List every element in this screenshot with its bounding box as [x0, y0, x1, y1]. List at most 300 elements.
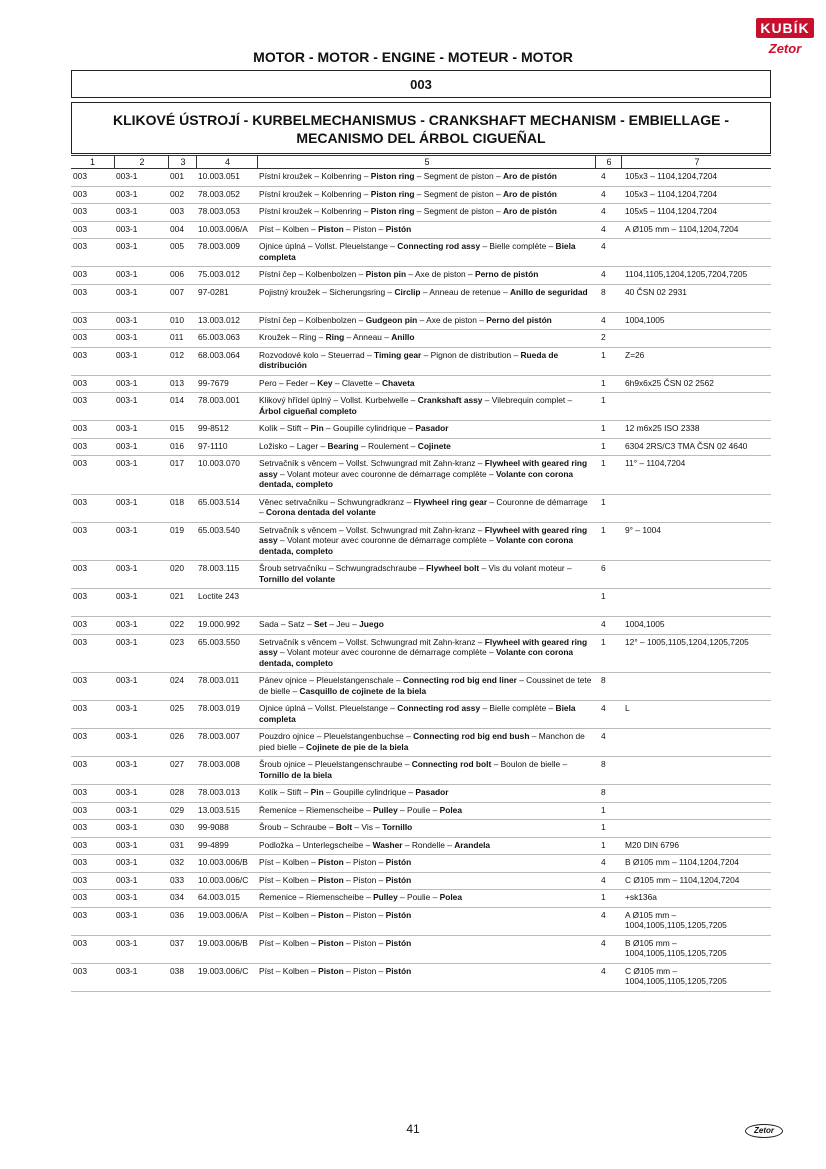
- description-bold-part: Pistón: [385, 223, 412, 234]
- description-part: Píst – Kolben –: [259, 223, 319, 234]
- table-row: [71, 376, 771, 394]
- cell-position: 026: [170, 731, 184, 741]
- cell-quantity: 4: [601, 314, 606, 325]
- description-bold-part: Pasador: [415, 787, 449, 797]
- cell-part-number: 65.003.514: [198, 496, 240, 507]
- cell-position: 036: [170, 909, 184, 920]
- description-bold-part: Pistón: [385, 965, 412, 976]
- table-row: [71, 964, 771, 992]
- cell-part-number: 78.003.115: [198, 563, 240, 573]
- table-row: [71, 785, 771, 803]
- cell-part-number: 78.003.052: [198, 188, 240, 199]
- description-part: Píst – Kolben –: [259, 857, 319, 867]
- description-bold-part: Casquillo de cojinete de la biela: [299, 685, 427, 696]
- col-header-1: 1: [89, 157, 95, 167]
- description-bold-part: Perno del pistón: [486, 314, 552, 325]
- cell-position: 002: [170, 188, 184, 199]
- cell-position: 034: [170, 892, 184, 902]
- cell-part-number: 97-1110: [198, 440, 228, 451]
- cell-quantity: 1: [601, 349, 606, 360]
- table-row: [71, 561, 771, 589]
- description-bold-part: Pistón: [385, 874, 412, 885]
- cell-subgroup: 003-1: [116, 349, 138, 360]
- cell-note: B Ø105 mm – 1004,1005,1105,1205,7205: [625, 937, 727, 958]
- cell-description: [259, 497, 594, 518]
- cell-position: 003: [170, 206, 184, 216]
- description-part: Píst – Kolben –: [259, 965, 319, 976]
- cell-subgroup: 003-1: [116, 171, 138, 181]
- cell-group: 003: [73, 675, 87, 685]
- description-part: Setrvačník s věncem – Vollst. Schwungrad mit Zahn-kranz –: [259, 636, 485, 647]
- description-part: – Poulie –: [397, 892, 440, 902]
- cell-note: 1104,1105,1204,1205,7204,7205: [625, 269, 748, 279]
- cell-part-number: 65.003.550: [198, 636, 240, 647]
- cell-part-number: 10.003.006/A: [198, 223, 248, 234]
- cell-position: 038: [170, 965, 184, 976]
- cell-description: [259, 189, 594, 200]
- table-row: [71, 936, 771, 964]
- cell-quantity: 1: [601, 524, 606, 535]
- cell-position: 007: [170, 286, 184, 297]
- col-header-7: 7: [621, 156, 772, 168]
- cell-group: 003: [73, 440, 87, 451]
- cell-group: 003: [73, 524, 87, 535]
- cell-quantity: 8: [601, 787, 606, 797]
- description-bold-part: Arandela: [454, 839, 491, 850]
- cell-note: C Ø105 mm – 1104,1204,7204: [625, 874, 740, 885]
- description-part: Podložka – Unterlegscheibe –: [259, 839, 373, 850]
- cell-part-number: 78.003.009: [198, 241, 240, 251]
- col-header-6: 6: [595, 156, 622, 168]
- cell-quantity: 4: [601, 619, 606, 629]
- cell-quantity: 4: [601, 269, 606, 279]
- table-row: [71, 285, 771, 313]
- table-row: [71, 313, 771, 331]
- description-part: – Volant moteur avec couronne de démarrage complète –: [277, 468, 496, 479]
- table-row: [71, 393, 771, 421]
- cell-group: 003: [73, 269, 87, 279]
- cell-note: 105x3 – 1104,1204,7204: [625, 188, 718, 199]
- description-bold-part: Tornillo de la biela: [259, 769, 332, 780]
- cell-subgroup: 003-1: [116, 286, 138, 297]
- description-bold-part: Volante con corona dentada, completo: [259, 647, 574, 668]
- cell-quantity: 1: [601, 804, 606, 815]
- description-bold-part: Connecting rod assy: [397, 703, 481, 713]
- cell-position: 017: [170, 458, 184, 468]
- description-bold-part: Ring: [325, 332, 345, 342]
- description-part: – Anneau –: [344, 332, 392, 342]
- cell-quantity: 4: [601, 874, 606, 885]
- cell-description: [259, 637, 594, 669]
- cell-group: 003: [73, 822, 87, 832]
- cell-position: 020: [170, 563, 184, 573]
- cell-part-number: Loctite 243: [198, 591, 239, 601]
- description-bold-part: Volante con corona dentada, completo: [259, 468, 574, 489]
- description-part: – Poulie –: [397, 804, 440, 815]
- description-part: Pístní kroužek – Kolbenring –: [259, 188, 371, 199]
- description-part: Píst – Kolben –: [259, 937, 319, 948]
- description-part: Ojnice úplná – Vollst. Pleuelstange –: [259, 241, 398, 251]
- cell-subgroup: 003-1: [116, 787, 138, 797]
- table-row: [71, 495, 771, 523]
- description-bold-part: Connecting rod assy: [397, 241, 481, 251]
- cell-part-number: 78.003.013: [198, 787, 240, 797]
- col-header-2: 2: [114, 156, 169, 168]
- description-part: Řemenice – Riemenscheibe –: [259, 892, 374, 902]
- table-row: [71, 729, 771, 757]
- table-row: [71, 673, 771, 701]
- description-part: Píst – Kolben –: [259, 909, 319, 920]
- description-part: – Clavette –: [332, 377, 382, 388]
- cell-description: [259, 787, 594, 798]
- cell-part-number: 68.003.064: [198, 349, 240, 360]
- description-bold-part: Piston: [318, 965, 344, 976]
- cell-description: [259, 206, 594, 217]
- description-part: Pístní čep – Kolbenbolzen –: [259, 314, 366, 325]
- group-code-box: 003: [71, 70, 771, 98]
- description-part: Kolík – Stift –: [259, 787, 311, 797]
- description-part: Klikový hřídel úplný – Vollst. Kurbelwelle –: [259, 395, 418, 405]
- cell-description: [259, 458, 594, 490]
- table-row: [71, 222, 771, 240]
- cell-description: [259, 892, 594, 903]
- cell-subgroup: 003-1: [116, 703, 138, 713]
- cell-part-number: 10.003.006/C: [198, 874, 249, 885]
- cell-description: [259, 378, 594, 389]
- cell-description: [259, 675, 594, 696]
- description-bold-part: Anillo de seguridad: [509, 286, 588, 297]
- cell-position: 019: [170, 524, 184, 535]
- description-bold-part: Gudgeon pin: [365, 314, 418, 325]
- description-bold-part: Washer: [372, 839, 403, 850]
- description-bold-part: Anillo: [391, 332, 415, 342]
- cell-description: [259, 395, 594, 416]
- cell-group: 003: [73, 206, 87, 216]
- cell-part-number: 10.003.070: [198, 458, 240, 468]
- cell-quantity: 1: [601, 423, 606, 433]
- cell-group: 003: [73, 965, 87, 976]
- table-row: [71, 635, 771, 674]
- cell-quantity: 4: [601, 731, 606, 741]
- description-part: – Bielle complète –: [480, 241, 556, 251]
- cell-description: [259, 938, 594, 949]
- cell-quantity: 1: [601, 458, 606, 468]
- cell-position: 005: [170, 241, 184, 251]
- cell-description: [259, 525, 594, 557]
- cell-group: 003: [73, 874, 87, 885]
- cell-note: Z=26: [625, 349, 645, 360]
- description-bold-part: Piston pin: [365, 269, 407, 279]
- description-bold-part: Tornillo del volante: [259, 573, 336, 584]
- cell-position: 012: [170, 349, 184, 360]
- cell-description: [259, 563, 594, 584]
- cell-note: 6h9x6x25 ČSN 02 2562: [625, 377, 714, 388]
- description-bold-part: Pulley: [373, 892, 398, 902]
- cell-note: 9° – 1004: [625, 524, 661, 535]
- cell-description: [259, 703, 594, 724]
- cell-group: 003: [73, 636, 87, 647]
- zetor-logo: Zetor: [768, 41, 802, 56]
- cell-subgroup: 003-1: [116, 563, 138, 573]
- cell-subgroup: 003-1: [116, 496, 138, 507]
- description-part: – Couronne de démarrage –: [259, 496, 588, 517]
- description-bold-part: Piston: [318, 223, 344, 234]
- description-bold-part: Flywheel bolt: [426, 563, 480, 573]
- cell-subgroup: 003-1: [116, 423, 138, 433]
- cell-subgroup: 003-1: [116, 314, 138, 325]
- cell-subgroup: 003-1: [116, 188, 138, 199]
- description-part: Pístní kroužek – Kolbenring –: [259, 171, 371, 181]
- table-row: [71, 617, 771, 635]
- description-part: Ojnice úplná – Vollst. Pleuelstange –: [259, 703, 398, 713]
- cell-note: 12° – 1005,1105,1204,1205,7205: [625, 636, 749, 647]
- page-title: MOTOR - MOTOR - ENGINE - MOTEUR - MOTOR: [253, 49, 573, 65]
- col-header-3: 3: [168, 156, 197, 168]
- description-bold-part: Piston: [318, 857, 344, 867]
- cell-quantity: 6: [601, 563, 606, 573]
- description-part: Kroužek – Ring –: [259, 332, 326, 342]
- table-row: [71, 330, 771, 348]
- cell-quantity: 4: [601, 206, 606, 216]
- cell-part-number: 78.003.019: [198, 703, 240, 713]
- description-part: – Anneau de retenue –: [420, 286, 510, 297]
- cell-group: 003: [73, 731, 87, 741]
- cell-note: +sk136a: [625, 892, 657, 902]
- cell-note: 40 ČSN 02 2931: [625, 286, 687, 297]
- description-bold-part: Piston ring: [370, 206, 415, 216]
- table-row: [71, 890, 771, 908]
- cell-position: 025: [170, 703, 184, 713]
- cell-group: 003: [73, 563, 87, 573]
- cell-subgroup: 003-1: [116, 909, 138, 920]
- cell-part-number: 19.003.006/C: [198, 965, 249, 976]
- description-bold-part: Cojinete de pie de la biela: [306, 741, 409, 752]
- description-part: – Piston –: [343, 874, 386, 885]
- description-bold-part: Polea: [439, 804, 462, 815]
- cell-quantity: 4: [601, 965, 606, 976]
- cell-subgroup: 003-1: [116, 395, 138, 405]
- description-bold-part: Corona dentada del volante: [266, 507, 376, 517]
- cell-position: 029: [170, 804, 184, 815]
- cell-group: 003: [73, 619, 87, 629]
- description-part: – Axe de piston –: [417, 314, 487, 325]
- cell-description: [259, 171, 594, 182]
- description-part: – Volant moteur avec couronne de démarrage complète –: [277, 647, 496, 657]
- cell-part-number: 99-9088: [198, 822, 229, 832]
- description-part: Pístní kroužek – Kolbenring –: [259, 206, 371, 216]
- table-row: [71, 239, 771, 267]
- description-part: Šroub setrvačníku – Schwungradschraube –: [259, 563, 427, 573]
- table-row: [71, 701, 771, 729]
- description-part: – Piston –: [343, 223, 386, 234]
- cell-subgroup: 003-1: [116, 223, 138, 234]
- description-bold-part: Piston: [318, 909, 344, 920]
- cell-position: 030: [170, 822, 184, 832]
- cell-description: [259, 332, 594, 343]
- table-row: [71, 855, 771, 873]
- cell-quantity: 8: [601, 286, 606, 297]
- description-part: – Pignon de distribution –: [421, 349, 521, 360]
- cell-note: 11° – 1104,7204: [625, 458, 686, 468]
- description-bold-part: Árbol cigueñal completo: [259, 405, 357, 416]
- description-part: Pouzdro ojnice – Pleuelstangenbuchse –: [259, 731, 414, 741]
- description-bold-part: Connecting rod bolt: [411, 759, 492, 769]
- cell-quantity: 4: [601, 223, 606, 234]
- cell-subgroup: 003-1: [116, 241, 138, 251]
- cell-group: 003: [73, 496, 87, 507]
- cell-position: 016: [170, 440, 184, 451]
- table-row: [71, 169, 771, 187]
- cell-quantity: 1: [601, 395, 606, 405]
- table-header: [71, 155, 771, 169]
- table-row: [71, 267, 771, 285]
- description-part: Řemenice – Riemenscheibe –: [259, 804, 374, 815]
- cell-group: 003: [73, 423, 87, 433]
- description-bold-part: Pulley: [373, 804, 398, 815]
- table-row: [71, 348, 771, 376]
- description-bold-part: Circlip: [394, 286, 421, 297]
- cell-position: 033: [170, 874, 184, 885]
- col-header-5: 5: [257, 156, 596, 168]
- description-part: – Segment de piston –: [414, 171, 503, 181]
- cell-note: A Ø105 mm – 1104,1204,7204: [625, 223, 739, 234]
- cell-subgroup: 003-1: [116, 332, 138, 342]
- zetor-footer-logo: Zetor: [745, 1124, 783, 1138]
- cell-subgroup: 003-1: [116, 524, 138, 535]
- cell-group: 003: [73, 937, 87, 948]
- parts-table: [71, 155, 771, 992]
- table-row: [71, 908, 771, 936]
- description-bold-part: Tornillo: [382, 822, 413, 832]
- table-row: [71, 803, 771, 821]
- description-part: – Segment de piston –: [414, 206, 503, 216]
- cell-note: 105x3 – 1104,1204,7204: [625, 171, 718, 181]
- description-part: – Coussinet de tete de bielle –: [259, 675, 592, 696]
- cell-part-number: 78.003.007: [198, 731, 240, 741]
- cell-quantity: 8: [601, 759, 606, 769]
- cell-note: L: [625, 703, 630, 713]
- cell-group: 003: [73, 171, 87, 181]
- table-row: [71, 187, 771, 205]
- cell-note: C Ø105 mm – 1004,1005,1105,1205,7205: [625, 965, 727, 986]
- cell-group: 003: [73, 395, 87, 405]
- description-part: – Piston –: [343, 965, 386, 976]
- cell-position: 023: [170, 636, 184, 647]
- cell-quantity: 1: [601, 839, 606, 850]
- description-bold-part: Piston ring: [370, 188, 415, 199]
- cell-quantity: 1: [601, 496, 606, 507]
- description-part: – Volant moteur avec couronne de démarrage complète –: [277, 535, 496, 545]
- cell-subgroup: 003-1: [116, 458, 138, 468]
- cell-group: 003: [73, 839, 87, 850]
- description-part: Rozvodové kolo – Steuerrad –: [259, 349, 374, 360]
- cell-position: 013: [170, 377, 184, 388]
- cell-subgroup: 003-1: [116, 440, 138, 451]
- cell-part-number: 78.003.008: [198, 759, 240, 769]
- description-part: – Roulement –: [358, 440, 418, 451]
- cell-quantity: 4: [601, 937, 606, 948]
- description-part: – Vilebrequin complet –: [482, 395, 573, 405]
- cell-position: 011: [170, 332, 184, 342]
- cell-position: 006: [170, 269, 184, 279]
- cell-part-number: 99-4899: [198, 839, 229, 850]
- description-bold-part: Flywheel with geared ring assy: [259, 458, 588, 479]
- cell-quantity: 1: [601, 636, 606, 647]
- description-bold-part: Connecting rod big end liner: [402, 675, 517, 685]
- cell-part-number: 78.003.011: [198, 675, 240, 685]
- description-part: Píst – Kolben –: [259, 874, 319, 885]
- cell-group: 003: [73, 332, 87, 342]
- description-part: Sada – Satz –: [259, 619, 314, 629]
- section-title-box: [71, 102, 771, 154]
- cell-note: A Ø105 mm – 1004,1005,1105,1205,7205: [625, 909, 727, 930]
- cell-subgroup: 003-1: [116, 839, 138, 850]
- description-bold-part: Pistón: [385, 909, 412, 920]
- cell-group: 003: [73, 591, 87, 601]
- cell-group: 003: [73, 892, 87, 902]
- cell-subgroup: 003-1: [116, 269, 138, 279]
- cell-subgroup: 003-1: [116, 377, 138, 388]
- cell-description: [259, 350, 594, 371]
- cell-group: 003: [73, 377, 87, 388]
- description-part: – Boulon de bielle –: [491, 759, 568, 769]
- description-bold-part: Pasador: [415, 423, 449, 433]
- description-part: – Piston –: [343, 857, 386, 867]
- description-bold-part: Piston: [318, 874, 344, 885]
- description-part: – Vis –: [352, 822, 383, 832]
- description-bold-part: Volante con corona dentada, completo: [259, 535, 574, 556]
- cell-description: [259, 759, 594, 780]
- cell-part-number: 75.003.012: [198, 269, 240, 279]
- cell-note: 105x5 – 1104,1204,7204: [625, 206, 718, 216]
- description-part: – Piston –: [343, 937, 386, 948]
- cell-position: 021: [170, 591, 184, 601]
- description-bold-part: Aro de pistón: [502, 206, 557, 216]
- cell-note: 12 m6x25 ISO 2338: [625, 423, 700, 433]
- description-bold-part: Aro de pistón: [502, 171, 557, 181]
- description-bold-part: Rueda de distribución: [259, 349, 559, 370]
- description-bold-part: Chaveta: [381, 377, 415, 388]
- cell-part-number: 19.003.006/B: [198, 937, 248, 948]
- description-bold-part: Juego: [359, 619, 384, 629]
- cell-subgroup: 003-1: [116, 675, 138, 685]
- page-number: 41: [406, 1122, 420, 1136]
- description-part: – Axe de piston –: [406, 269, 476, 279]
- description-part: Šroub ojnice – Pleuelstangenschraube –: [259, 759, 412, 769]
- table-row: [71, 439, 771, 457]
- cell-description: [259, 441, 594, 452]
- cell-group: 003: [73, 349, 87, 360]
- cell-part-number: 13.003.012: [198, 314, 240, 325]
- table-row: [71, 204, 771, 222]
- cell-part-number: 65.003.540: [198, 524, 240, 535]
- description-bold-part: Bolt: [335, 822, 353, 832]
- description-bold-part: Aro de pistón: [502, 188, 557, 199]
- cell-position: 004: [170, 223, 184, 234]
- cell-part-number: 13.003.515: [198, 804, 240, 815]
- cell-group: 003: [73, 286, 87, 297]
- cell-quantity: 4: [601, 188, 606, 199]
- table-row: [71, 456, 771, 495]
- col-header-4: 4: [196, 156, 258, 168]
- description-part: – Goupille cylindrique –: [323, 423, 416, 433]
- table-row: [71, 421, 771, 439]
- cell-group: 003: [73, 458, 87, 468]
- cell-quantity: 4: [601, 857, 606, 867]
- cell-position: 010: [170, 314, 184, 325]
- cell-note: M20 DIN 6796: [625, 839, 679, 850]
- cell-position: 018: [170, 496, 184, 507]
